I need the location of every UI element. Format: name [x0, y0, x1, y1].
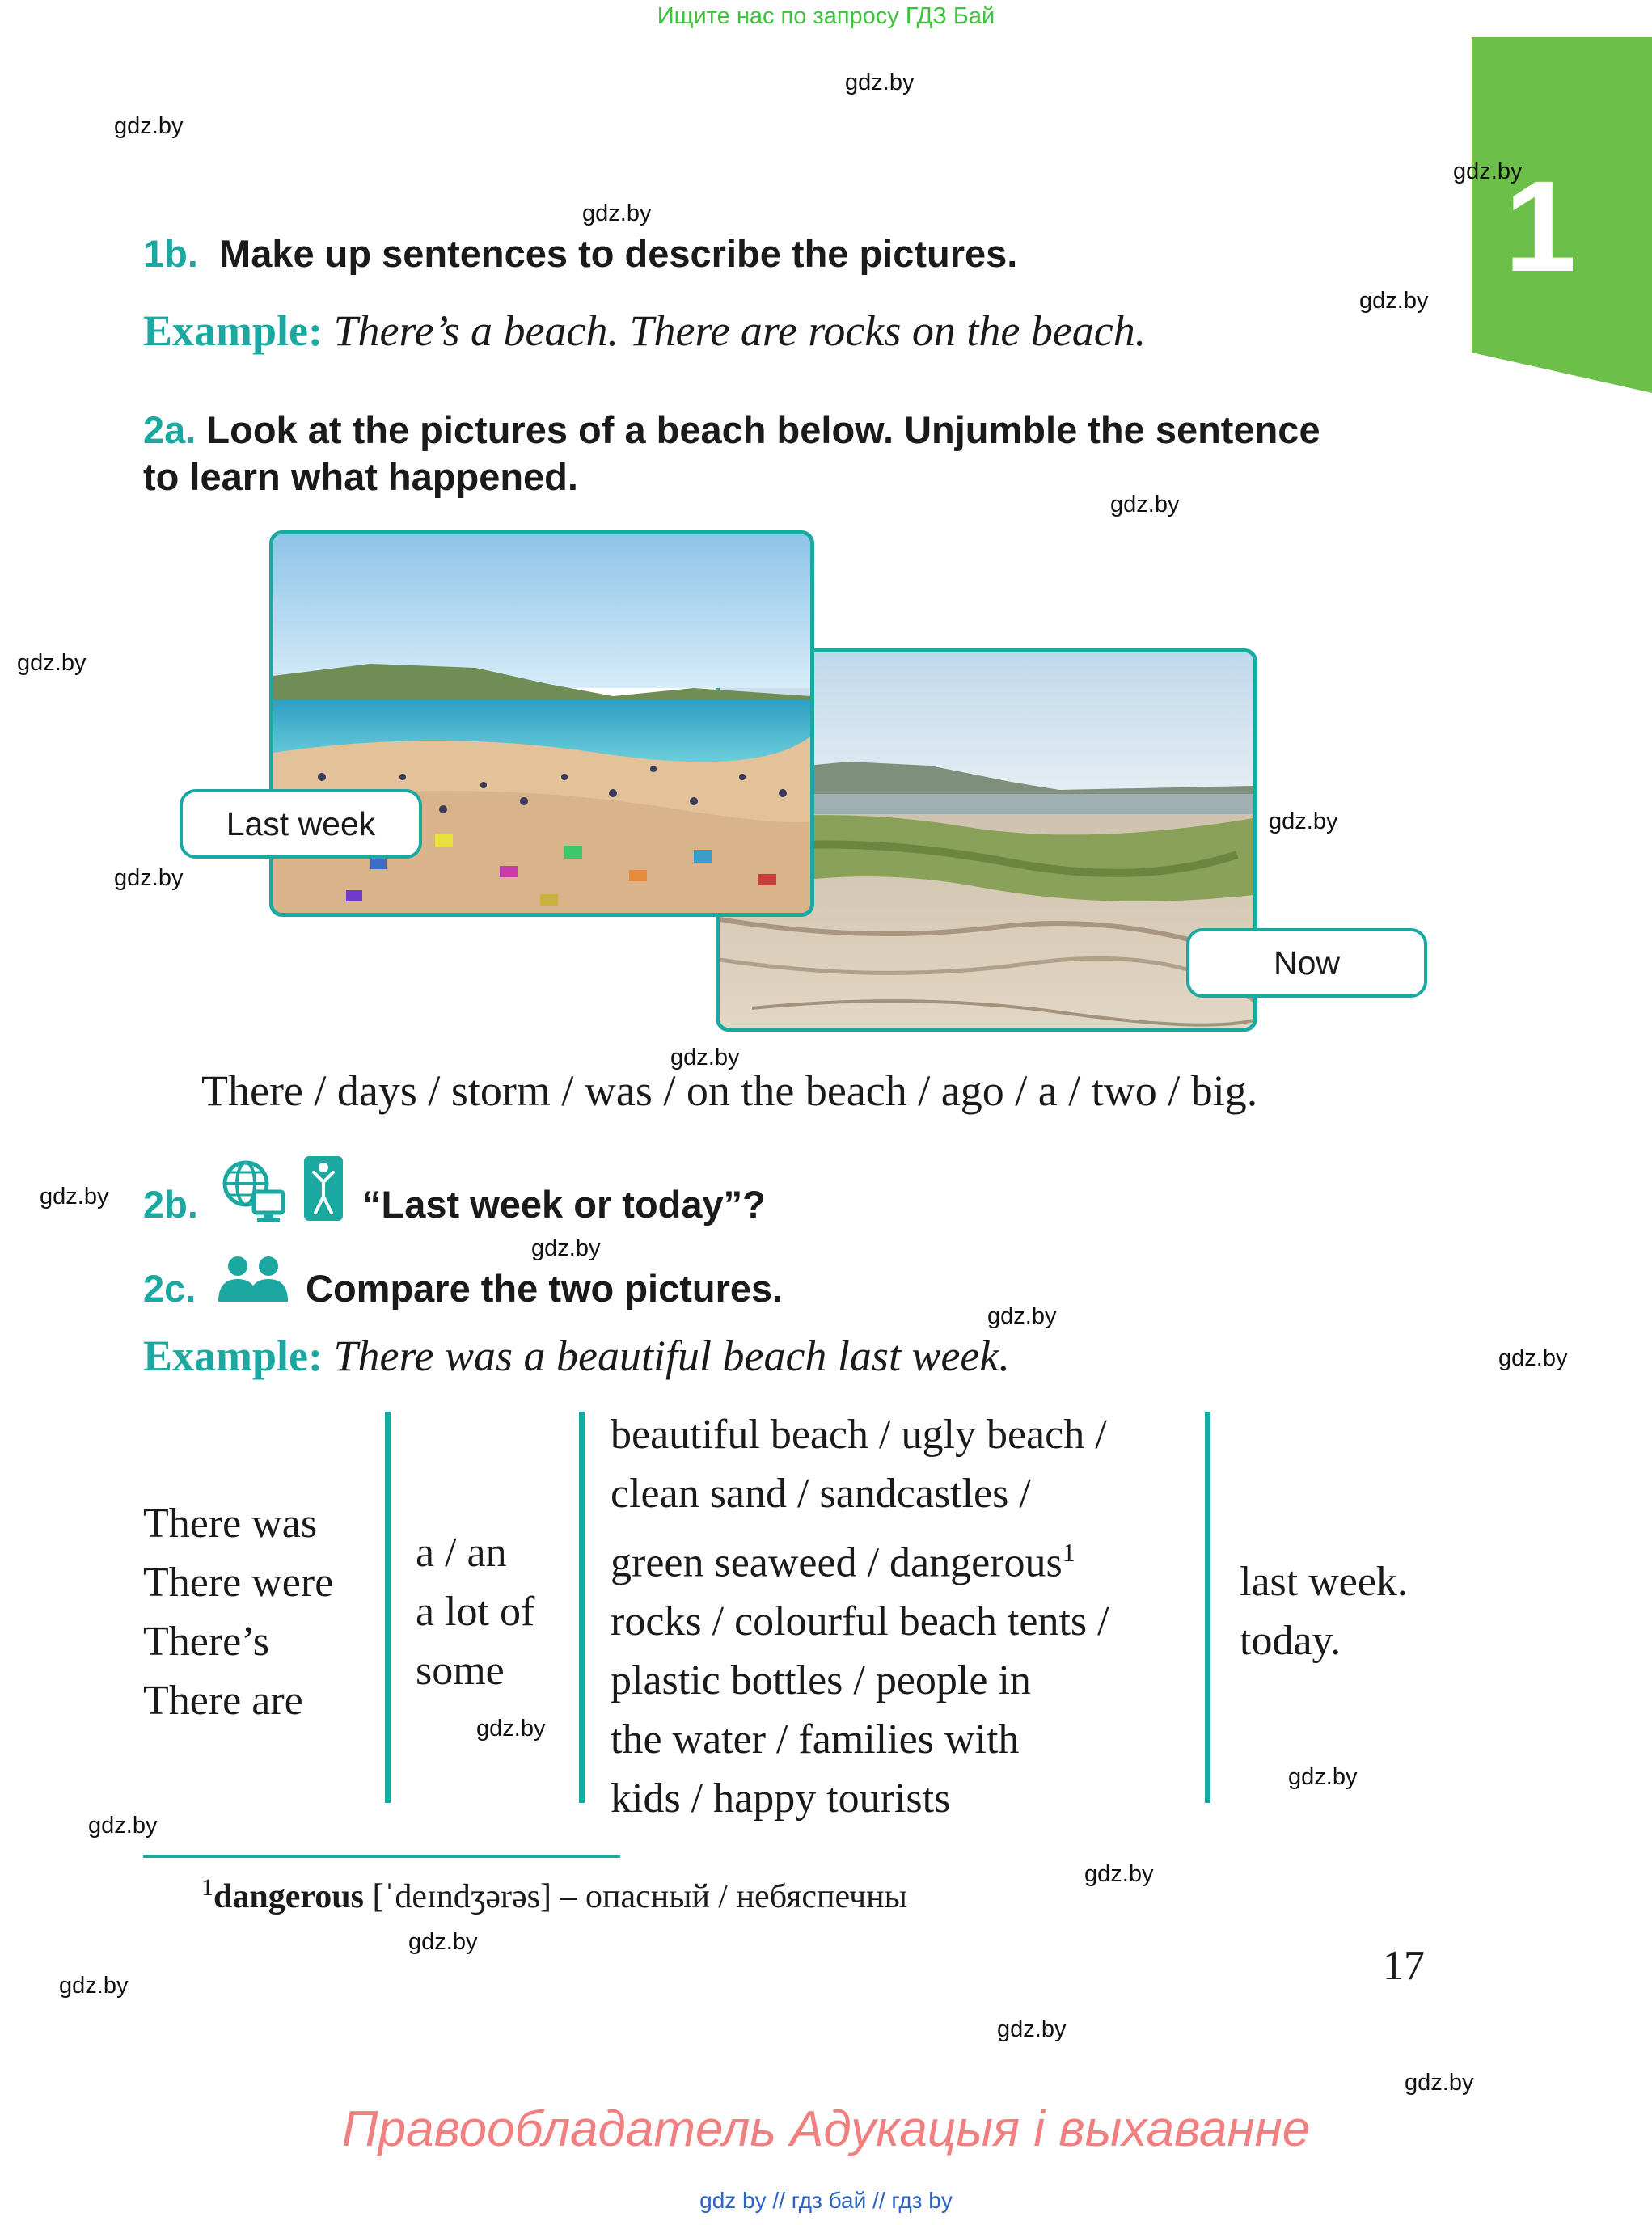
table-column-there-was: There was There were There’s There are — [143, 1501, 334, 1724]
task-2a-text-line1: Look at the pictures of a beach below. Unjumble the sentence — [206, 408, 1320, 451]
watermark: gdz.by — [997, 2016, 1067, 2042]
photo-beach-last-week — [269, 530, 814, 917]
table-column-articles: a / an a lot of some — [416, 1530, 535, 1694]
label-now: Now — [1186, 928, 1427, 998]
watermark: gdz.by — [88, 1813, 158, 1839]
footnote: $^1$dangerous [ˈdeɪndʒərəs] – опасный / небяспечны — [201, 1874, 907, 1915]
watermark: gdz.by — [531, 1235, 601, 1261]
page-number: 17 — [1383, 1943, 1425, 1989]
table-divider — [579, 1412, 585, 1803]
example-2c-text: There was a beautiful beach last week. — [333, 1332, 1010, 1380]
pair-work-icon — [217, 1255, 289, 1303]
watermark: gdz.by — [17, 650, 87, 676]
footnote-marker: 1 — [1062, 1538, 1075, 1567]
example-1b-text: There’s a beach. There are rocks on the beach. — [333, 306, 1147, 355]
footnote-rule — [143, 1855, 620, 1858]
globe-computer-icon — [218, 1156, 286, 1224]
copyright-notice: Правообладатель Адукацыя і выхаванне — [341, 2101, 1311, 2157]
footnote-ipa: [ˈdeɪndʒərəs] — [363, 1878, 551, 1915]
task-1b-number: 1b. — [143, 232, 198, 275]
task-1b-text: Make up sentences to describe the pictures. — [219, 232, 1018, 275]
task-2b-number: 2b. — [143, 1183, 198, 1226]
task-2b-text: “Last week or today”? — [362, 1183, 766, 1226]
table-column-time: last week. today. — [1240, 1559, 1408, 1664]
watermark: gdz.by — [1084, 1861, 1154, 1887]
example-2c — [143, 1331, 1010, 1381]
person-activity-icon — [302, 1155, 344, 1222]
example-1b — [143, 306, 1146, 356]
table-divider — [1205, 1412, 1210, 1803]
example-1b-label: Example: — [143, 306, 323, 355]
watermark: gdz.by — [1288, 1764, 1358, 1790]
watermark: gdz.by — [670, 1045, 740, 1070]
watermark: gdz.by — [1110, 492, 1180, 517]
watermark: gdz.by — [1359, 288, 1429, 314]
jumbled-sentence: There / days / storm / was / on the beach / ago / a / two / big. — [201, 1066, 1258, 1115]
example-2c-label: Example: — [143, 1332, 323, 1380]
watermark: gdz.by — [1269, 809, 1338, 834]
task-2a-heading-line2: to learn what happened. — [143, 455, 578, 498]
table-divider — [385, 1412, 391, 1803]
watermark: gdz.by — [476, 1716, 546, 1742]
watermark: gdz.by — [1498, 1345, 1568, 1371]
watermark: gdz.by — [59, 1973, 129, 1999]
watermark: gdz.by — [114, 865, 184, 891]
watermark: gdz.by — [1405, 2070, 1474, 2096]
watermark: gdz.by — [582, 201, 652, 226]
watermark: gdz.by — [845, 70, 915, 95]
top-banner[interactable]: Ищите нас по запросу ГДЗ Бай — [657, 3, 995, 29]
watermark: gdz.by — [1453, 158, 1523, 184]
table-column-nouns: beautiful beach / ugly beach / clean sand / sandcastles / green seaweed / dangerous$^1$ rocks / colourful beach tents / plastic bottles / people in the water / families with kids / happy tourists — [611, 1412, 1109, 1822]
watermark: gdz.by — [408, 1929, 478, 1955]
unit-number: 1 — [1504, 154, 1577, 298]
footnote-word: dangerous — [213, 1878, 364, 1915]
watermark: gdz.by — [987, 1303, 1057, 1329]
bottom-links[interactable]: gdz by // гдз бай // гдз by — [699, 2188, 953, 2213]
task-1b-heading — [143, 231, 1017, 276]
task-2a-number: 2a. — [143, 408, 196, 451]
watermark: gdz.by — [114, 113, 184, 139]
label-last-week: Last week — [180, 789, 422, 859]
footnote-translation: – опасный / небяспечны — [551, 1878, 907, 1915]
task-2a-heading-line1 — [143, 407, 1320, 452]
watermark: gdz.by — [40, 1184, 109, 1210]
task-2c-text: Compare the two pictures. — [306, 1267, 784, 1310]
task-2c-number: 2c. — [143, 1267, 196, 1310]
